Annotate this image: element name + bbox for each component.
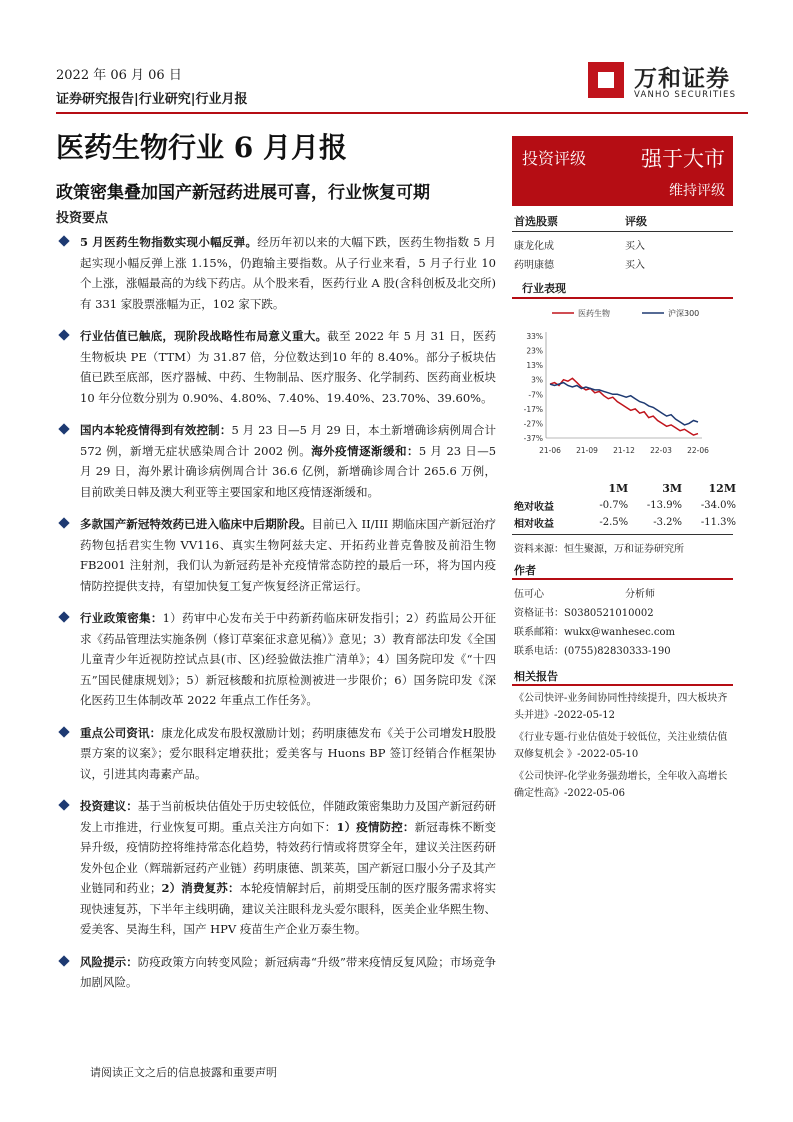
table-cell (514, 480, 584, 497)
y-tick-label: 33% (526, 332, 543, 341)
source-rule (512, 534, 733, 535)
logo-text-cn: 万和证券 (634, 66, 730, 92)
diamond-bullet-icon (58, 423, 69, 434)
table-header-cell: 1M (608, 482, 629, 495)
rating-note: 维持评级 (669, 183, 725, 199)
logo-text-en: VANHO SECURITIES (634, 90, 737, 100)
table-cell: -13.9% (646, 500, 683, 511)
bullet-item: 行业估值已触底，现阶段战略性布局意义重大。截至 2022 年 5 月 31 日，医药生物板块 PE（TTM）为 31.87 倍，分位数达到10 年的 8.40%。部分子板块估值已跌至底部，医疗器械、中药、生物制品、医疗服务、化学制药、医药商业板块 10 年分位数分别为 0.90%、4.80%、7.40%、19.40%、23.70%、39.60%。 (56, 326, 496, 408)
bullet-item: 重点公司资讯：康龙化成发布股权激励计划；药明康德发布《关于公司增发H股股票方案的议案》；爱尔眼科定增获批；爱美客与 Huons BP 签订经销合作框架协议，引进其肉毒素产品。 (56, 723, 496, 785)
y-tick-label: -17% (523, 404, 543, 414)
diamond-bullet-icon (58, 611, 69, 622)
y-tick-label: -27% (523, 419, 543, 429)
stock-name: 康龙化成 (514, 241, 554, 252)
y-tick-label: -7% (528, 390, 543, 400)
table-header-cell: 3M (662, 482, 683, 495)
report-date: 2022 年 06 月 06 日 (56, 68, 182, 83)
industry-performance-chart (512, 302, 736, 462)
page-subtitle: 政策密集叠加国产新冠药进展可喜，行业恢复可期 (56, 183, 430, 203)
author-role: 分析师 (625, 589, 655, 600)
author-section-title: 作者 (514, 564, 536, 577)
page-title: 医药生物行业 6 月月报 (56, 131, 347, 164)
x-tick-label: 21-12 (613, 446, 635, 455)
bullet-item: 多款国产新冠特效药已进入临床中后期阶段。目前已入 II/III 期临床国产新冠治疗药物包括君实生物 VV116、真实生物阿兹夫定、开拓药业普克鲁胺及前沿生物 FB2001 注射剂，我们认为新冠药是补充疫情常态防控的最后一环，将为国内疫情防控提供支持，有望加快复工复产恢复经济正常运行。 (56, 514, 496, 596)
x-tick-label: 21-09 (576, 446, 598, 455)
header-rule (56, 112, 748, 114)
y-tick-label: 23% (526, 346, 543, 356)
perf-rule (512, 297, 733, 299)
stock-name: 药明康德 (514, 260, 554, 271)
legend-label: 沪深300 (668, 309, 700, 318)
bullet-item: 国内本轮疫情得到有效控制：5 月 23 日—5 月 29 日，本土新增确诊病例周合计 572 例，新增无症状感染周合计 2002 例。海外疫情逐渐缓和：5 月 23 日—5 月 29 日，海外累计确诊病例周合计 36.6 亿例，新增确诊周合计 265.6 万例，目前欧美日韩及澳大利亚等主要国家和地区疫情逐渐缓和。 (56, 420, 496, 502)
author-name: 伍可心 (514, 589, 544, 600)
table-cell: -34.0% (700, 500, 736, 511)
stock-rating: 买入 (625, 241, 645, 252)
data-source: 资料来源：恒生聚源，万和证券研究所 (514, 544, 684, 555)
table-cell: 绝对收益 (514, 502, 554, 513)
related-report-link[interactable]: 《行业专题-行业估值处于较低位，关注业绩估值双修复机会 》-2022-05-10 (514, 732, 728, 760)
author-cert: 资格证书：S0380521010002 (514, 608, 654, 619)
perf-title: 行业表现 (522, 282, 566, 295)
performance-table (514, 480, 736, 531)
legend-label: 医药生物 (578, 309, 610, 318)
table-cell: -0.7% (599, 500, 629, 511)
bullet-item: 行业政策密集：1）药审中心发布关于中药新药临床研发指引；2）药监局公开征求《药品管理法实施条例（修订草案征求意见稿）》意见；3）教育部法印发《全国儿童青少年近视防控试点县(市、区)经验做法推广清单》；4）国务院印发《“十四五”国民健康规划》；5）新冠核酸和抗原检测被进一步限价；6）国务院印发《深化医药卫生体制改革 2022 年重点工作任务》。 (56, 608, 496, 711)
table-header-cell: 12M (708, 482, 736, 495)
table-header-row (514, 480, 736, 497)
stock-rating: 买入 (625, 260, 645, 271)
table-cell: -11.3% (700, 517, 736, 528)
stocks-header-name: 首选股票 (514, 215, 558, 228)
diamond-bullet-icon (58, 517, 69, 528)
bullet-item: 风险提示：防疫政策方向转变风险；新冠病毒“升级”带来疫情反复风险；市场竞争加剧风险。 (56, 952, 496, 993)
rating-value: 强于大市 (641, 147, 725, 171)
related-report-link[interactable]: 《公司快评-化学业务强劲增长，全年收入高增长确定性高》-2022-05-06 (514, 771, 728, 799)
key-points-label: 投资要点 (56, 211, 109, 226)
diamond-bullet-icon (58, 235, 69, 246)
related-section-title: 相关报告 (514, 670, 558, 683)
author-rule (512, 578, 733, 580)
table-cell: 相对收益 (514, 519, 554, 530)
related-report-link[interactable]: 《公司快评-业务间协同性持续提升，四大板块齐头并进》-2022-05-12 (514, 693, 728, 721)
rating-box (512, 136, 733, 206)
diamond-bullet-icon (58, 329, 69, 340)
x-tick-label: 21-06 (539, 446, 561, 455)
diamond-bullet-icon (58, 726, 69, 737)
series-line (550, 383, 698, 425)
rating-label: 投资评级 (522, 149, 587, 168)
x-tick-label: 22-03 (650, 446, 672, 455)
report-type: 证券研究报告|行业研究|行业月报 (56, 92, 248, 107)
table-row (514, 497, 736, 514)
y-tick-label: 13% (526, 361, 543, 371)
logo-mark-icon (584, 58, 628, 102)
bullet-item: 5 月医药生物指数实现小幅反弹。经历年初以来的大幅下跌，医药生物指数 5 月起实现小幅反弹上涨 1.15%，仍跑输主要指数。从子行业来看，5 月子行业 10 个上涨，涨幅最高的为线下药店。从个股来看，医药行业 A 股(含科创板及北交所)有 331 家股票涨幅为正，102 家下跌。 (56, 232, 496, 314)
table-cell: -3.2% (653, 517, 683, 528)
author-phone: 联系电话：(0755)82830333-190 (514, 646, 671, 657)
y-tick-label: -37% (523, 434, 543, 443)
table-row (514, 514, 736, 531)
table-cell: -2.5% (599, 517, 629, 528)
diamond-bullet-icon (58, 955, 69, 966)
related-rule (512, 684, 733, 686)
bullet-item: 投资建议：基于当前板块估值处于历史较低位，伴随政策密集助力及国产新冠药研发上市推进，行业恢复可期。重点关注方向如下：1）疫情防控：新冠毒株不断变异升级，疫情防控将维持常态化趋势，特效药行情或将贯穿全年，建议关注医药研发外包企业（辉瑞新冠药产业链）药明康德、凯莱英，国产新冠口服小分子及其产业链同和药业；2）消费复苏：本轮疫情解封后，前期受压制的医疗服务需求将实现快速复苏，下半年主线明确，建议关注眼科龙头爱尔眼科，医美企业华熙生物、爱美客、昊海生科，国产 HPV 疫苗生产企业万泰生物。 (56, 796, 496, 940)
footer-disclaimer: 请阅读正文之后的信息披露和重要声明 (90, 1066, 277, 1079)
stocks-header-rating: 评级 (625, 215, 647, 228)
y-tick-label: 3% (531, 375, 543, 385)
company-logo (584, 58, 749, 104)
x-tick-label: 22-06 (687, 446, 709, 455)
key-points-list (56, 232, 496, 1005)
author-email: 联系邮箱：wukx@wanhesec.com (514, 627, 675, 638)
diamond-bullet-icon (58, 799, 69, 810)
stocks-rule (512, 231, 733, 232)
